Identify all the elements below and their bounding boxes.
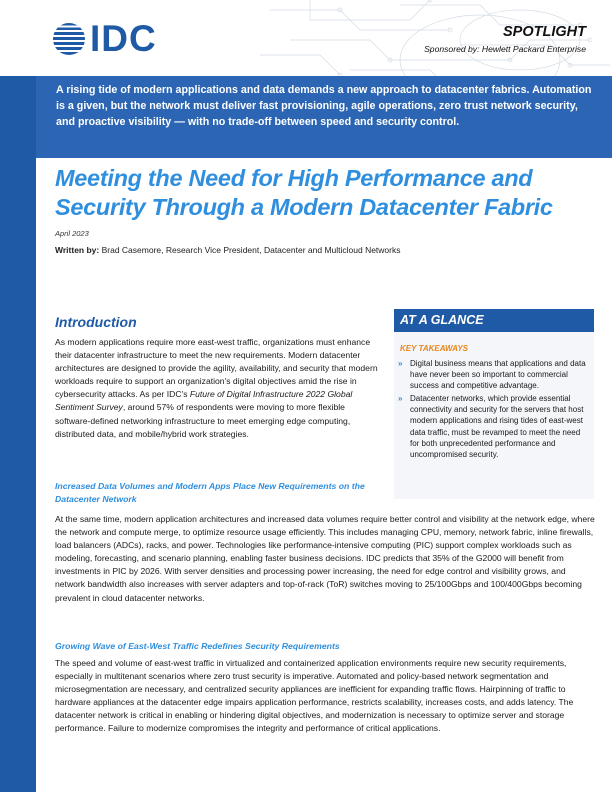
at-a-glance-heading: AT A GLANCE: [394, 309, 594, 332]
section-heading-east-west: Growing Wave of East-West Traffic Redefines Security Requirements: [55, 641, 340, 651]
publication-date: April 2023: [55, 229, 89, 238]
takeaways-list: [398, 358, 586, 460]
document-title: Meeting the Need for High Performance and Security Through a Modern Datacenter Fabric: [55, 165, 553, 220]
byline-label: Written by:: [55, 245, 100, 255]
banner-text: A rising tide of modern applications and data demands a new approach to datacenter fabrics. Automation is a given, but the network must deliver fast provisioning, agile operations, zero trust network security, and proactive visibility — with no trade-off between speed and security control.: [56, 84, 592, 128]
key-takeaways-heading: KEY TAKEAWAYS: [400, 344, 469, 353]
left-accent-bar: [0, 76, 36, 792]
list-item: [398, 358, 586, 391]
logo-wordmark: IDC: [90, 18, 157, 59]
section-paragraph-data-volumes: At the same time, modern application architectures and increased data volumes require better control and visibility at the network edge, where the network and compute merge, to optimize resource usage efficiently. This includes managing CPU, memory, network fabric, inline firewalls, load balancers (ADCs), racks, and power. Technologies like performance-intensive computing (PIC) support complex workloads such as modeling, forecasting, and scenario planning, enabling faster business decisions. IDC predicts that 35% of the G2000 will benefit from investments in PIC by 2026. With server densities and processing power increasing, the need for edge control and visibility grows, and network bandwidth also increases with server adapters and top-of-rack (ToR) switches moving to 25/100Gbps and 100/400Gbps becoming prevalent in cloud datacenter networks.: [55, 514, 595, 603]
idc-logo: [52, 18, 157, 59]
section-heading-data-volumes: Increased Data Volumes and Modern Apps Place New Requirements on the Datacenter Network: [55, 481, 365, 504]
introduction-paragraph: [55, 336, 381, 441]
sponsor-line: Sponsored by: Hewlett Packard Enterprise: [424, 44, 586, 54]
intro-text-end: , around 57% of respondents were moving to more flexible software-defined networking infrastructure to meet emerging edge computing, distributed data, and mobile/hybrid work strategies.: [55, 402, 351, 439]
globe-icon: [52, 22, 86, 56]
bullet-icon: »: [398, 394, 403, 404]
introduction-heading: Introduction: [55, 314, 137, 330]
list-item: [398, 393, 586, 460]
summary-banner: [36, 76, 612, 158]
bullet-icon: »: [398, 359, 403, 368]
section-paragraph-east-west: The speed and volume of east-west traffic in virtualized and containerized application environments require new security requirements, especially in multitenant scenarios where zero trust security is imperative. Automated and policy-based network segmentation and microsegmentation are necessary, and centralized security appliances are inefficient for expanding traffic flows. Hairpinning of traffic to hardware appliances at the datacenter edge impairs application performance, restricts scalability, increases costs, and adds latency. The datacenter network is critical in enabling or hindering digital objectives, and modernization is necessary to optimize server and storage performance. Failure to modernize compromises the integrity and performance of critical applications.: [55, 658, 574, 734]
byline-author: Brad Casemore, Research Vice President, Datacenter and Multicloud Networks: [99, 245, 401, 255]
spotlight-label: SPOTLIGHT: [503, 24, 586, 40]
intro-text-start: As modern applications require more east-west traffic, organizations must enhance their datacenter infrastructure to meet the new requirements. Modern datacenter architectures are designed to provide the agility, availability, and security that modern workloads require to support an organization's digital objectives amid the rise in cybersecurity attacks. As per IDC's: [55, 337, 378, 400]
takeaway-text: Digital business means that applications and data have never been so important to commercial success and competitive advantage.: [410, 359, 586, 391]
author-byline: [55, 245, 401, 255]
at-a-glance-box: [394, 309, 594, 499]
takeaway-text: Datacenter networks, which provide essential connectivity and security for the servers that host modern applications and rising tides of east-west data traffic, must be revamped to meet the need for both unprecedented performance and uncompromised security.: [410, 394, 584, 459]
survey-title: Future of Digital Infrastructure 2022 Global Sentiment Survey: [55, 389, 353, 413]
